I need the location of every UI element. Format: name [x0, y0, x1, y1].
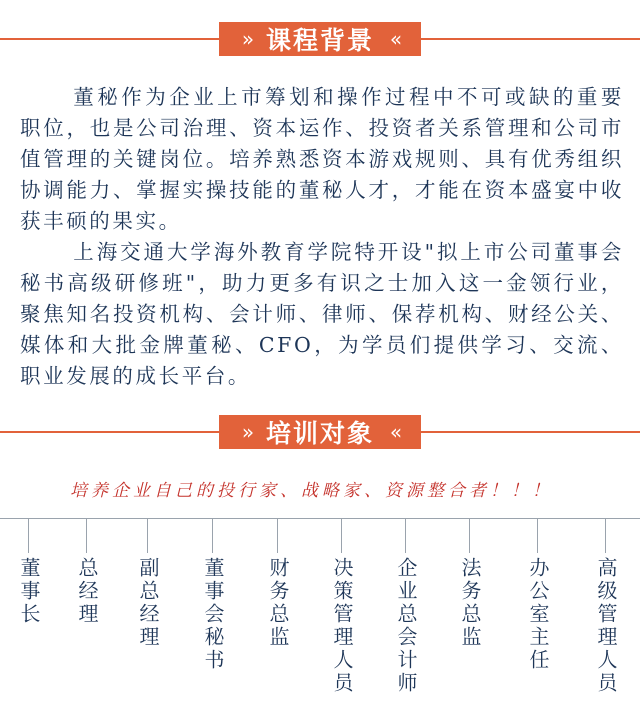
role-connector — [212, 519, 213, 553]
org-tree-line — [0, 518, 640, 519]
role-connector — [469, 519, 470, 553]
section-title: 课程背景 — [265, 26, 374, 55]
role-label: 办公室主任 — [526, 557, 550, 672]
role-connector — [86, 519, 87, 553]
double-chevron-right-icon: » — [241, 420, 251, 444]
role-connector — [405, 519, 406, 553]
role-connector — [277, 519, 278, 553]
role-connector — [341, 519, 342, 553]
role-connector — [537, 519, 538, 553]
background-paragraph-2: 上海交通大学海外教育学院特开设"拟上市公司董事会秘书高级研修班"，助力更多有识之士加入这一金领行业，聚焦知名投资机构、会计师、律师、保荐机构、财经公关、媒体和大批金牌董秘、CFO，为学员们提供学习、交流、职业发展的成长平台。 — [20, 240, 624, 388]
role-label: 副总经理 — [136, 557, 160, 649]
role-label: 董事会秘书 — [201, 557, 225, 672]
role-label: 决策管理人员 — [330, 557, 354, 695]
role-label: 企业总会计师 — [394, 557, 418, 695]
role-label: 法务总监 — [458, 557, 482, 649]
section-header-background — [0, 22, 640, 56]
role-connector — [147, 519, 148, 553]
role-label: 高级管理人员 — [594, 557, 618, 695]
section-title-box — [219, 415, 421, 449]
double-chevron-left-icon: « — [389, 420, 399, 444]
section-title-box — [219, 22, 421, 56]
section-header-audience — [0, 415, 640, 449]
slogan-text: 培养企业自己的投行家、战略家、资源整合者！！！ — [70, 481, 553, 501]
role-connector — [605, 519, 606, 553]
role-connector — [28, 519, 29, 553]
role-label: 财务总监 — [266, 557, 290, 649]
role-label: 总经理 — [75, 557, 99, 626]
role-label: 董事长 — [17, 557, 41, 626]
double-chevron-right-icon: » — [241, 27, 251, 51]
section-title: 培训对象 — [265, 419, 374, 448]
background-text — [20, 82, 624, 392]
background-paragraph-1: 董秘作为企业上市筹划和操作过程中不可或缺的重要职位，也是公司治理、资本运作、投资者关系管理和公司市值管理的关键岗位。培养熟悉资本游戏规则、具有优秀组织协调能力、掌握实操技能的董秘人才，才能在资本盛宴中收获丰硕的果实。 — [20, 85, 624, 233]
double-chevron-left-icon: « — [389, 27, 399, 51]
